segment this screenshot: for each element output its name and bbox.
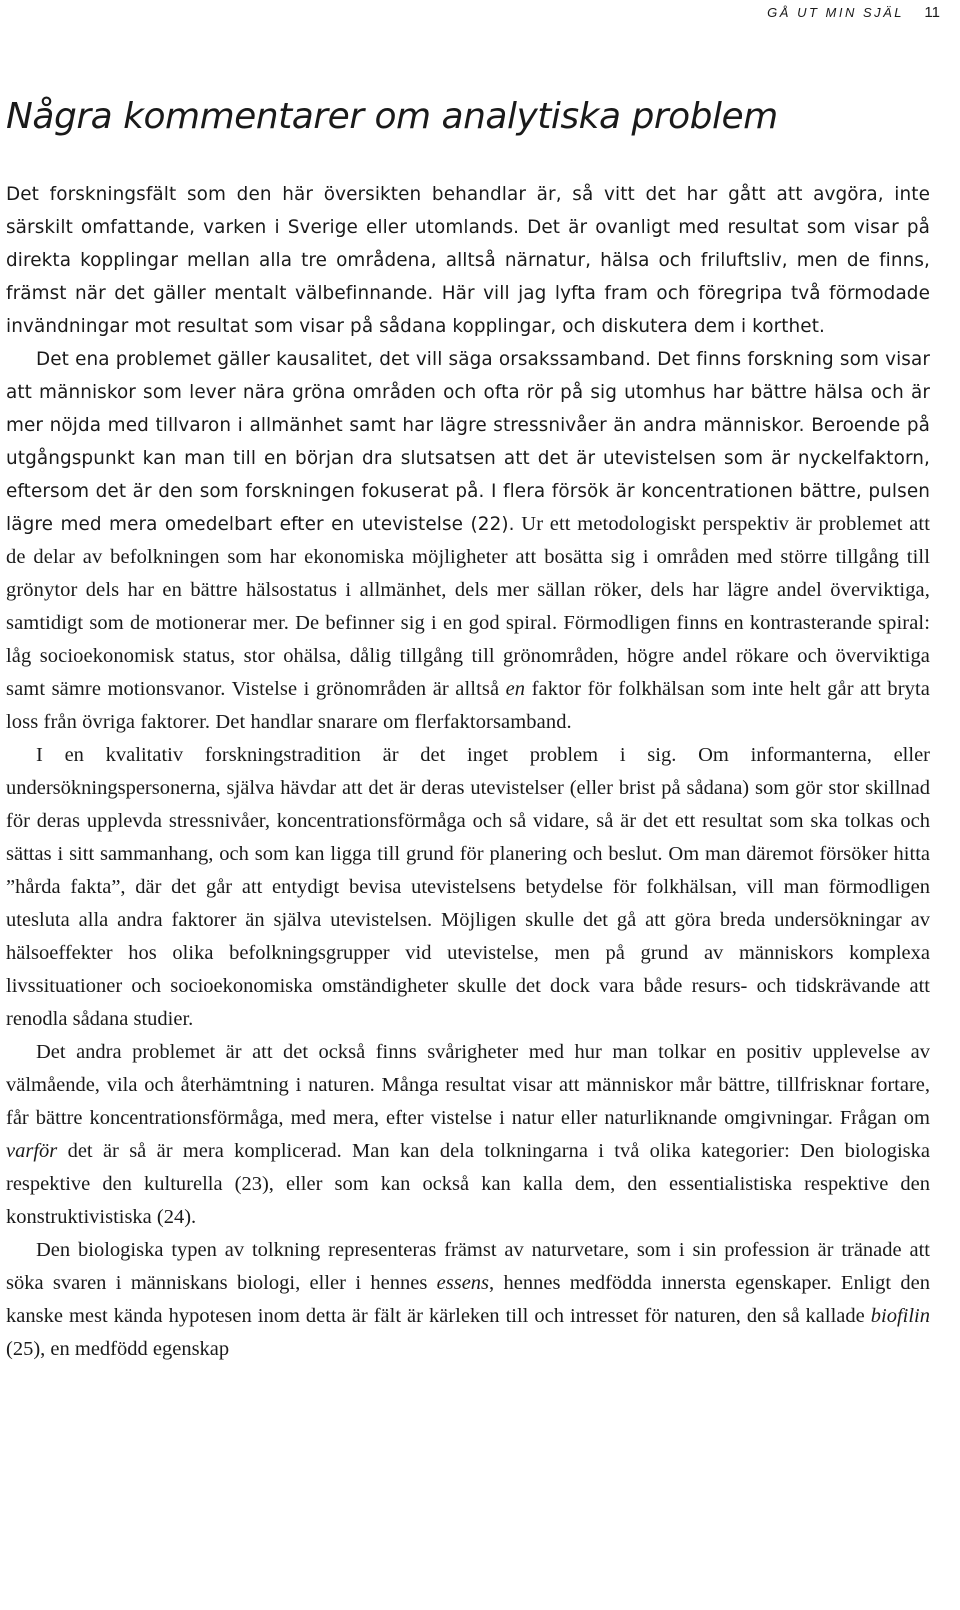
paragraph-2-text-a: Det ena problemet gäller kausalitet, det vill säga orsakssamband. Det finns forskning som visar att människor som lever nära gröna områden och ofta rör på sig utomhus har bättre hälsa och är mer nöjda med tillvaron i allmänhet samt har lägre stressnivåer än andra människor. Beroende på utgångspunkt kan man till en början dra slutsatsen att det är utevistelsen som är nyckelfaktorn, eftersom det är den som forskningen fokuserat på. I flera försök är koncentrationen bättre, pulsen lägre med mera omedelbart efter en utevistelse (22). <box>6 349 930 535</box>
running-head-title: GÅ UT MIN SJÄL <box>767 5 905 20</box>
paragraph-5-text-a: Den biologiska typen av tolkning representeras främst av naturvetare, som i sin profession är tränade att söka svaren i människans biologi, eller i hennes <box>6 1239 930 1294</box>
paragraph-5-emphasis-1: essens <box>436 1272 490 1294</box>
paragraph-2-emphasis: en <box>505 678 526 700</box>
paragraph-4 <box>6 1036 930 1234</box>
paragraph-4-emphasis: varför <box>6 1140 58 1162</box>
paragraph-4-text-b: det är så är mera komplicerad. Man kan dela tolkningarna i två olika kategorier: Den biologiska respektive den kulturella (23), eller som kan också kan kalla dem, den essentialistiska respektive den konstruktivistiska (24). <box>6 1140 930 1228</box>
paragraph-3-text: I en kvalitativ forskningstradition är det inget problem i sig. Om informanterna, eller undersökningspersonerna, själva hävdar att det är deras utevistelser (eller brist på sådana) som gör stor skillnad för deras upplevda stressnivåer, koncentrationsförmåga och så vidare, så är det ett resultat som ska tolkas och sättas i sitt sammanhang, och som kan ligga till grund för planering och beslut. Om man däremot försöker hitta ”hårda fakta”, där det går att entydigt bevisa utevistelsens betydelse för folkhälsan, vill man förmodligen utesluta alla andra faktorer än själva utevistelsen. Möjligen skulle det gå att göra breda undersökningar av hälsoeffekter hos olika befolkningsgrupper vid utevistelse, men på grund av människors komplexa livssituationer och socioekonomiska omständigheter skulle det dock vara både resurs- och tidskrävande att renodla sådana studier. <box>6 744 930 1030</box>
running-head <box>767 0 940 24</box>
paragraph-1 <box>6 178 930 343</box>
paragraph-2 <box>6 343 930 739</box>
paragraph-5 <box>6 1234 930 1366</box>
paragraph-5-text-b: , hennes medfödda innersta egenskaper. Enligt den kanske mest kända hypotesen inom detta är fält är kärleken till och intresset för naturen, den så kallade <box>6 1272 930 1327</box>
paragraph-2-text-b: Ur ett metodologiskt perspektiv är problemet att de delar av befolkningen som har ekonomiska möjligheter att bosätta sig i områden med större tillgång till grönytor dels har en bättre hälsostatus i allmänhet, dels mer sällan röker, dels har lägre andel överviktiga, samtidigt som de motionerar mer. De befinner sig i en god spiral. Förmodligen finns en kontrasterande spiral: låg socioekonomisk status, stor ohälsa, dålig tillgång till grönområden, högre andel rökare och överviktiga samt sämre motionsvanor. Vistelse i grönområden är alltså <box>6 513 930 700</box>
paragraph-5-text-c: (25), en medfödd egenskap <box>6 1338 230 1360</box>
paragraph-4-text-a: Det andra problemet är att det också finns svårigheter med hur man tolkar en positiv upplevelse av välmående, vila och återhämtning i naturen. Många resultat visar att människor mår bättre, tillfrisknar fortare, får bättre koncentrationsförmåga, med mera, efter vistelse i natur eller naturliknande omgivningar. Frågan om <box>6 1041 930 1129</box>
chapter-title: Några kommentarer om analytiska problem <box>6 96 778 137</box>
paragraph-3 <box>6 739 930 1036</box>
page-number: 11 <box>924 4 940 21</box>
body-text <box>6 178 930 1366</box>
paragraph-5-emphasis-2: biofilin <box>870 1305 930 1327</box>
paragraph-1-text: Det forskningsfält som den här översikten behandlar är, så vitt det har gått att avgöra, inte särskilt omfattande, varken i Sverige eller utomlands. Det är ovanligt med resultat som visar på direkta kopplingar mellan alla tre områdena, alltså närnatur, hälsa och friluftsliv, men de finns, främst när det gäller mentalt välbefinnande. Här vill jag lyfta fram och föregripa två förmodade invändningar mot resultat som visar på sådana kopplingar, och diskutera dem i korthet. <box>6 184 930 337</box>
paragraph-2-text-c: faktor för folkhälsan som inte helt går att bryta loss från övriga faktorer. Det handlar snarare om flerfaktorsamband. <box>6 678 930 733</box>
